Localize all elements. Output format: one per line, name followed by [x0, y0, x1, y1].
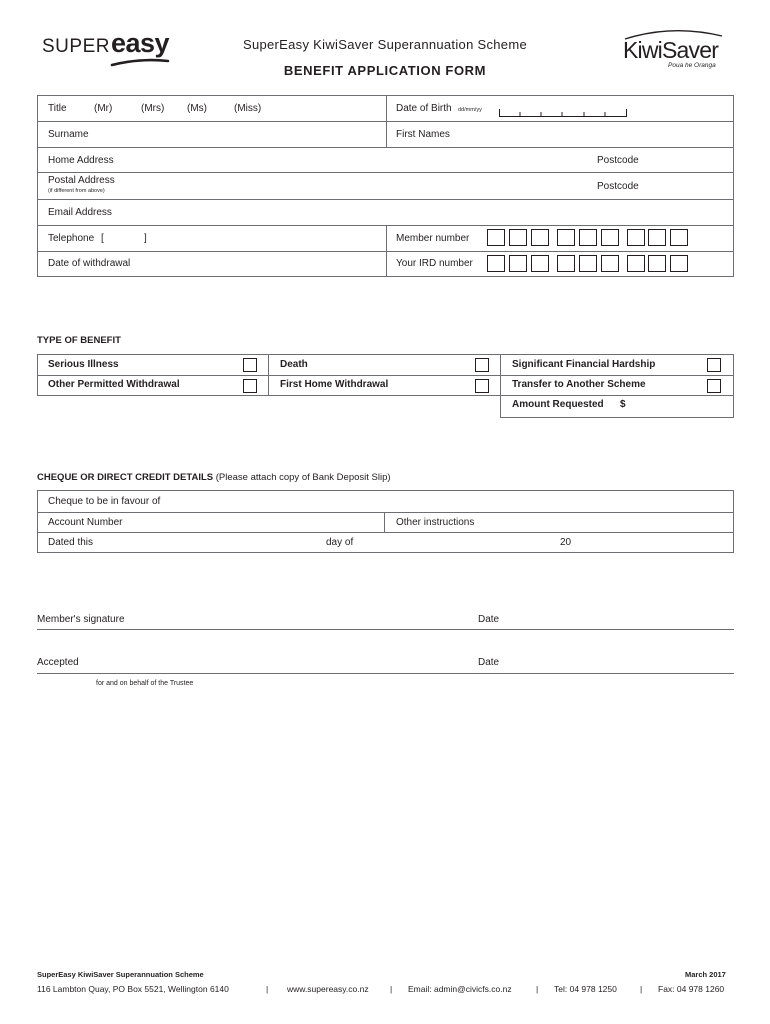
withdrawal-date-label: Date of withdrawal — [48, 258, 131, 269]
scheme-title: SuperEasy KiwiSaver Superannuation Scheme — [242, 37, 527, 52]
payment-heading-note: (Please attach copy of Bank Deposit Slip) — [215, 472, 391, 483]
benefit-other-withdrawal-label: Other Permitted Withdrawal — [48, 379, 180, 390]
accepted-signature-line[interactable] — [37, 673, 734, 674]
accepted-date-label: Date — [478, 657, 500, 668]
title-option-mrs[interactable]: (Mrs) — [141, 103, 165, 114]
benefit-hardship-label: Significant Financial Hardship — [512, 359, 656, 370]
footer-separator-2: | — [390, 984, 393, 994]
title-option-ms[interactable]: (Ms) — [187, 103, 207, 114]
amount-currency: $ — [620, 399, 626, 410]
telephone-bracket-open: [ — [101, 233, 104, 244]
member-number-label: Member number — [396, 233, 470, 244]
benefit-hardship-checkbox[interactable] — [707, 358, 721, 372]
kiwisaver-tagline: Poua he Oranga — [668, 62, 716, 69]
dob-label: Date of Birth — [396, 103, 452, 114]
title-option-mr[interactable]: (Mr) — [94, 103, 113, 114]
kiwisaver-logo: KiwiSaver — [623, 37, 719, 63]
footer-tel: Tel: 04 978 1250 — [554, 984, 617, 994]
surname-label: Surname — [48, 129, 89, 140]
member-signature-label: Member's signature — [37, 614, 125, 625]
footer-fax: Fax: 04 978 1260 — [658, 984, 725, 994]
benefit-heading: TYPE OF BENEFIT — [37, 335, 121, 346]
form-title: BENEFIT APPLICATION FORM — [283, 63, 487, 78]
supereasy-logo-super: SUPER — [42, 36, 110, 57]
payment-heading-bold: CHEQUE OR DIRECT CREDIT DETAILS — [37, 472, 214, 483]
cheque-favour-label: Cheque to be in favour of — [48, 496, 161, 507]
footer-scheme-name: SuperEasy KiwiSaver Superannuation Scheme — [37, 970, 204, 979]
benefit-first-home-label: First Home Withdrawal — [280, 379, 389, 390]
signature-date-label: Date — [478, 614, 500, 625]
benefit-transfer-checkbox[interactable] — [707, 379, 721, 393]
supereasy-logo-easy: easy — [111, 28, 170, 58]
footer-website[interactable]: www.supereasy.co.nz — [287, 984, 369, 994]
footer-address: 116 Lambton Quay, PO Box 5521, Wellington 6140 — [37, 984, 229, 994]
account-number-label: Account Number — [48, 517, 123, 528]
title-option-miss[interactable]: (Miss) — [234, 103, 262, 114]
first-names-label: First Names — [396, 129, 450, 140]
footer-email[interactable]: Email: admin@civicfs.co.nz — [408, 984, 512, 994]
accepted-label: Accepted — [37, 657, 79, 668]
benefit-other-withdrawal-checkbox[interactable] — [243, 379, 257, 393]
trustee-note: for and on behalf of the Trustee — [96, 680, 194, 687]
benefit-first-home-checkbox[interactable] — [475, 379, 489, 393]
footer-separator-4: | — [640, 984, 643, 994]
dob-input[interactable] — [499, 109, 627, 117]
telephone-bracket-close: ] — [144, 233, 147, 244]
other-instructions-label: Other instructions — [396, 517, 475, 528]
postal-postcode-label: Postcode — [597, 181, 639, 192]
telephone-label: Telephone — [48, 233, 95, 244]
benefit-serious-illness-label: Serious Illness — [48, 359, 119, 370]
payment-heading — [37, 472, 391, 483]
footer-separator-3: | — [536, 984, 539, 994]
dated-this-label: Dated this — [48, 537, 94, 548]
member-signature-line[interactable] — [37, 629, 734, 630]
year-prefix: 20 — [560, 537, 572, 548]
postal-address-note: (if different from above) — [48, 188, 105, 194]
footer-date: March 2017 — [685, 970, 726, 979]
benefit-serious-illness-checkbox[interactable] — [243, 358, 257, 372]
title-label: Title — [48, 103, 67, 114]
dob-format: dd/mm/yy — [458, 107, 482, 113]
email-label: Email Address — [48, 207, 112, 218]
amount-requested-label: Amount Requested — [512, 399, 604, 410]
home-address-label: Home Address — [48, 155, 114, 166]
footer-separator-1: | — [266, 984, 269, 994]
benefit-transfer-label: Transfer to Another Scheme — [512, 379, 646, 390]
postal-address-label: Postal Address — [48, 175, 115, 186]
home-postcode-label: Postcode — [597, 155, 639, 166]
benefit-death-checkbox[interactable] — [475, 358, 489, 372]
benefit-death-label: Death — [280, 359, 308, 370]
ird-number-label: Your IRD number — [396, 258, 473, 269]
day-of-label: day of — [326, 537, 354, 548]
